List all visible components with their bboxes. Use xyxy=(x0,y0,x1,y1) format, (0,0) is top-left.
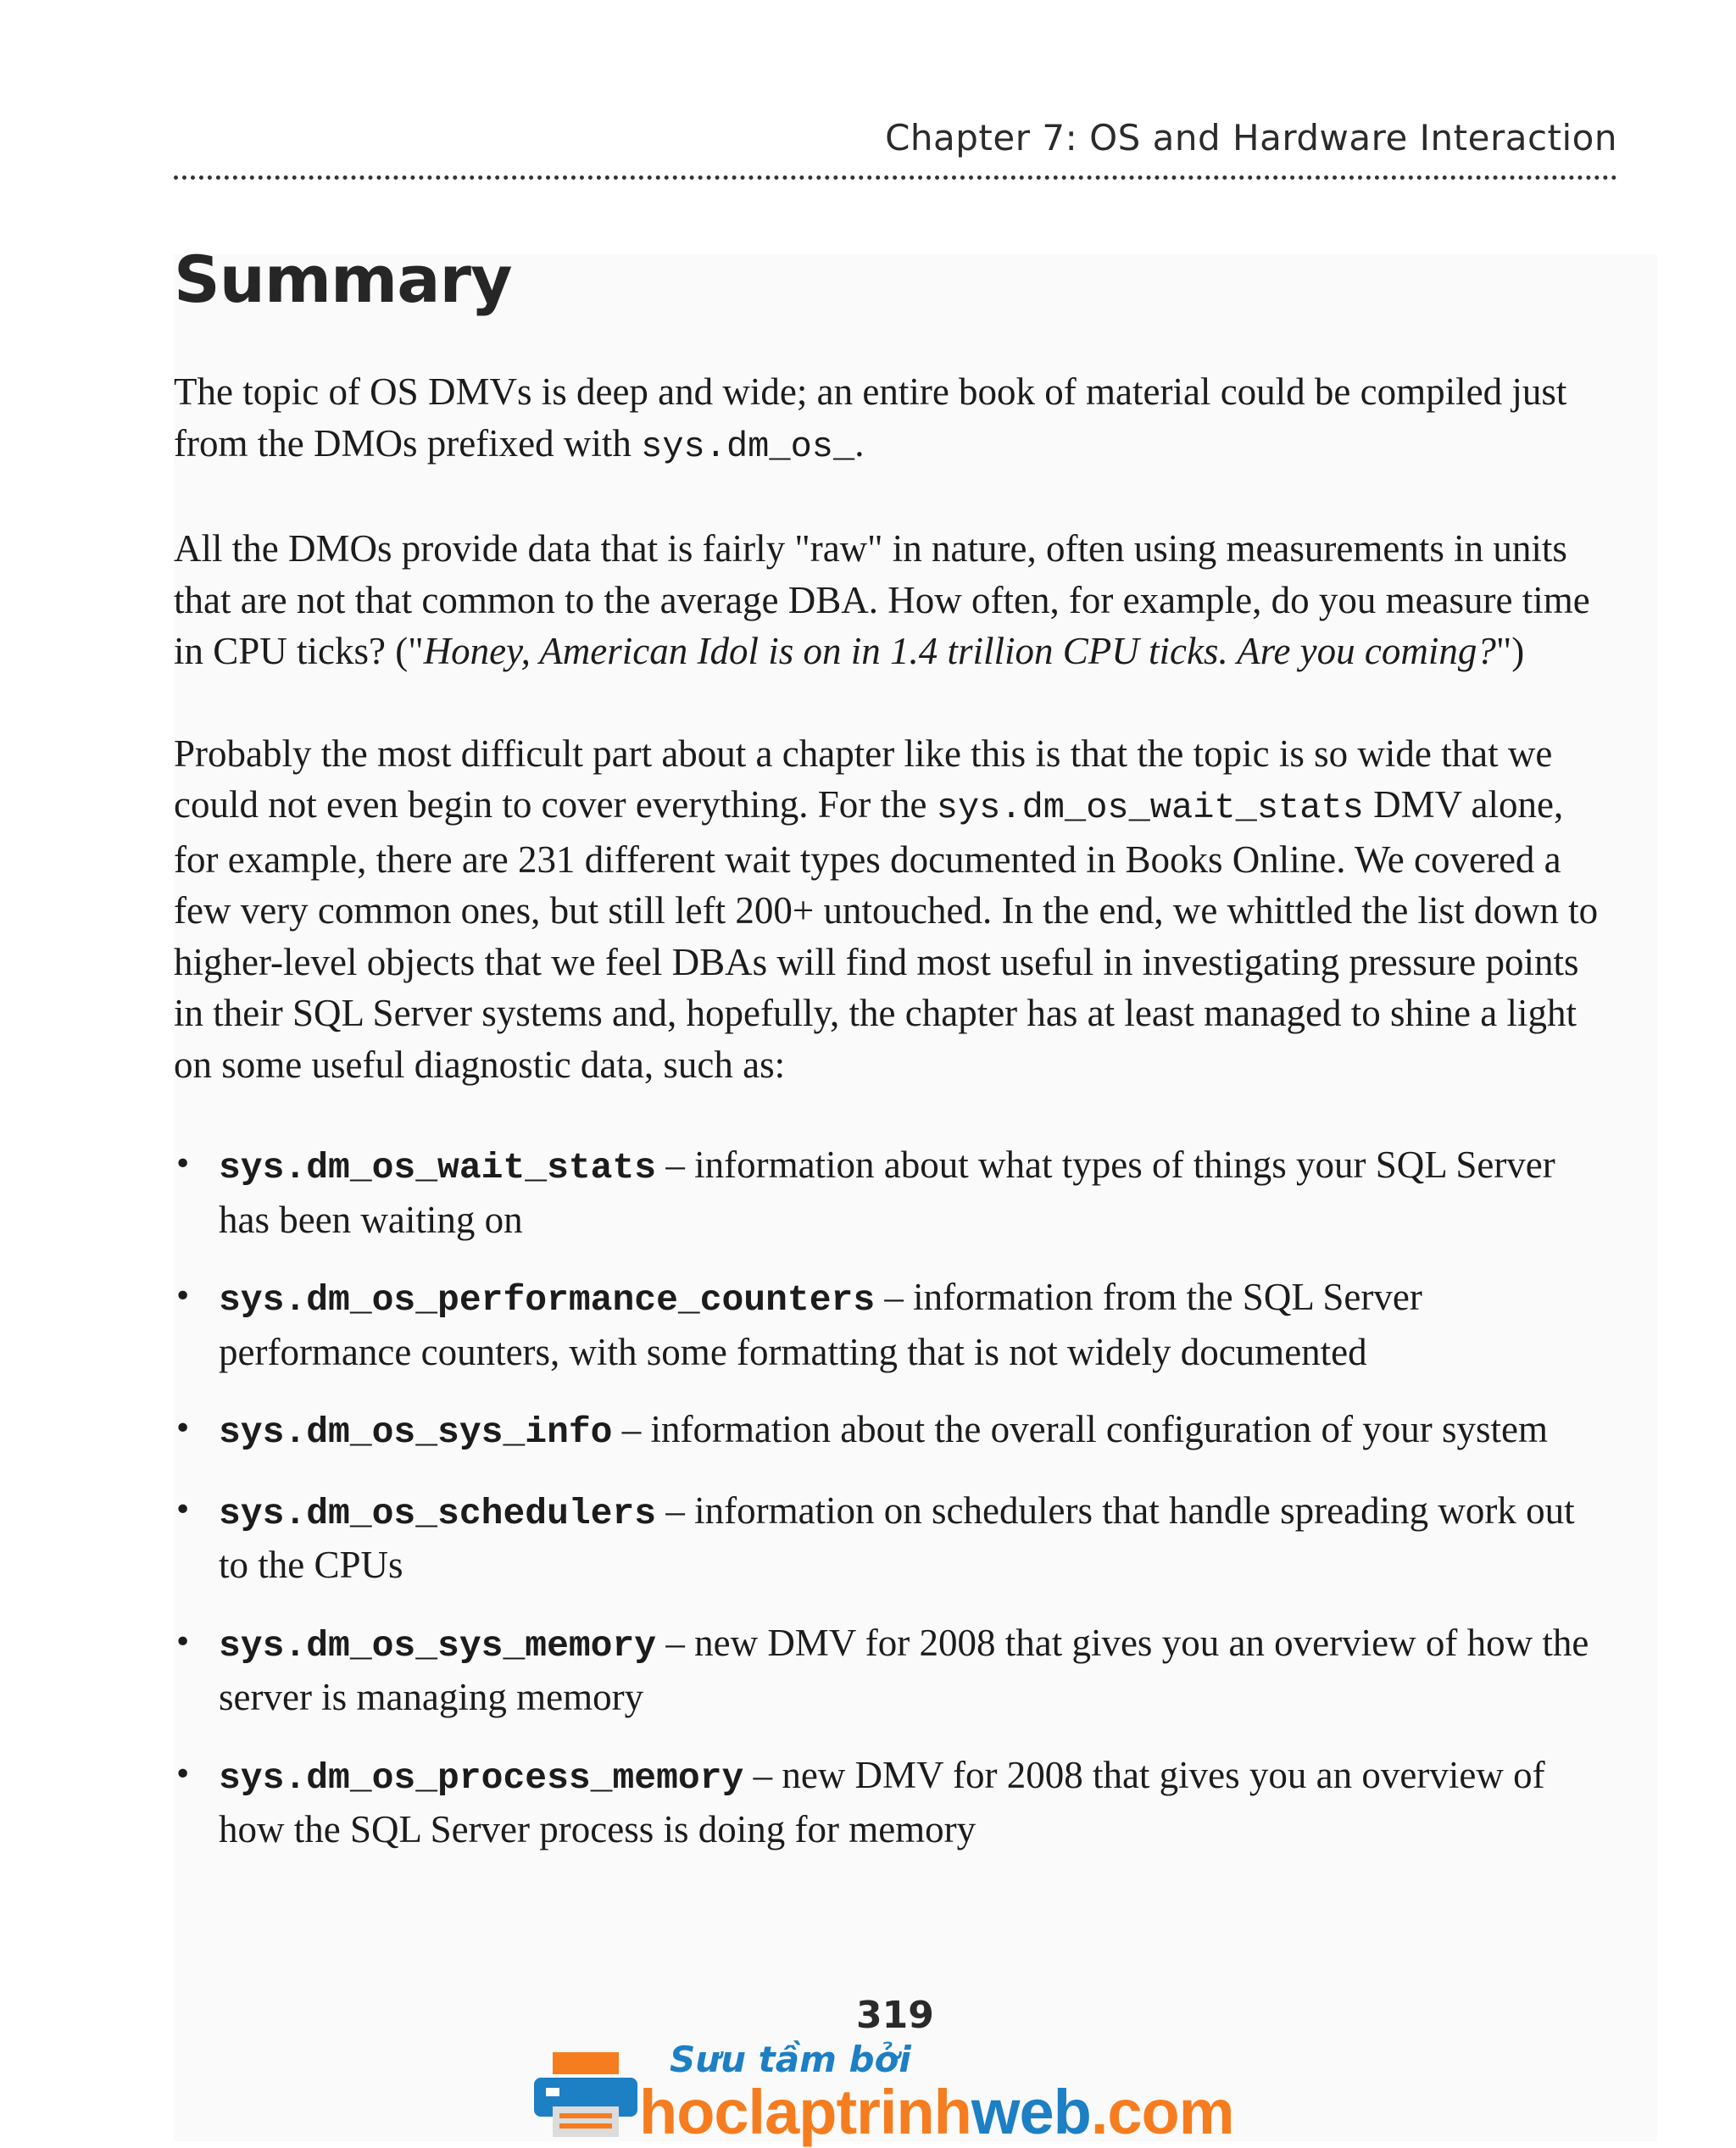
list-item xyxy=(174,1485,1606,1591)
paragraph-1 xyxy=(174,366,1606,472)
watermark-site-part: .com xyxy=(1090,2077,1234,2147)
dmv-name: sys.dm_os_sys_memory xyxy=(219,1624,657,1667)
section-title: Summary xyxy=(174,242,512,317)
bullet-icon: • xyxy=(174,1624,192,1660)
paragraph-2 xyxy=(174,523,1606,677)
dmv-name: sys.dm_os_wait_stats xyxy=(219,1147,657,1188)
bullet-icon: • xyxy=(174,1492,192,1528)
dmv-description: – information about what types of things your SQL Server has been waiting on xyxy=(219,1144,1555,1241)
bullet-icon: • xyxy=(174,1756,192,1792)
dmv-description: – information from the SQL Server performance counters, with some formatting that is not widely documented xyxy=(219,1276,1422,1373)
paragraph-2-end: ") xyxy=(1495,630,1525,672)
watermark-site-part: hoclaptrinh xyxy=(639,2077,971,2147)
paragraph-1-end: . xyxy=(854,421,865,465)
list-item xyxy=(174,1617,1606,1723)
bullet-icon: • xyxy=(174,1279,192,1314)
dmv-description: – information about the overall configuration of your system xyxy=(612,1408,1548,1450)
dmv-name: sys.dm_os_process_memory xyxy=(219,1756,744,1799)
paragraph-2-quote: Honey, American Idol is on in 1.4 trillion CPU ticks. Are you coming? xyxy=(423,630,1496,672)
running-header: Chapter 7: OS and Hardware Interaction xyxy=(885,117,1617,159)
watermark xyxy=(527,2039,1234,2147)
inline-code: sys.dm_os_ xyxy=(641,426,855,467)
dmv-description: – information on schedulers that handle spreading work out to the CPUs xyxy=(219,1489,1575,1586)
paragraph-3 xyxy=(174,728,1606,1091)
paragraph-1-text: The topic of OS DMVs is deep and wide; an entire book of material could be compiled just from the DMOs prefixed with xyxy=(174,370,1567,465)
watermark-site xyxy=(639,2076,1234,2148)
page-content xyxy=(174,242,1606,1882)
inline-code: sys.dm_os_wait_stats xyxy=(936,787,1364,828)
paragraph-2-text: All the DMOs provide data that is fairly "raw" in nature, often using measurements in units that are not that common to the average DBA. How often, for example, do you measure time in CPU ticks? (" xyxy=(174,527,1590,672)
header-divider xyxy=(174,175,1617,180)
watermark-tagline: Sưu tầm bởi xyxy=(670,2039,911,2080)
dmv-description: – new DMV for 2008 that gives you an overview of how the SQL Server process is doing for memory xyxy=(219,1753,1545,1850)
dmv-list xyxy=(174,1139,1606,1856)
dmv-name: sys.dm_os_sys_info xyxy=(219,1411,613,1453)
paragraph-3-text: Probably the most difficult part about a chapter like this is that the topic is so wide that we could not even begin to cover everything. For the xyxy=(174,732,1553,826)
list-item xyxy=(174,1750,1606,1856)
bullet-icon: • xyxy=(174,1411,192,1446)
paragraph-3-end: DMV alone, for example, there are 231 different wait types documented in Books Online. We covered a few very common ones, but still left 200+ untouched. In the end, we whittled the list down to higher-level objects that we feel DBAs will find most useful in investigating pressure points in their SQL Server systems and, hopefully, the chapter has at least managed to shine a light on some useful diagnostic data, such as: xyxy=(174,783,1599,1086)
dmv-name: sys.dm_os_performance_counters xyxy=(219,1279,876,1321)
list-item xyxy=(174,1272,1606,1377)
printer-logo-icon xyxy=(534,2052,637,2137)
watermark-site-part: web xyxy=(971,2077,1091,2147)
dmv-name: sys.dm_os_schedulers xyxy=(219,1492,657,1534)
list-item xyxy=(174,1404,1606,1459)
list-item xyxy=(174,1139,1606,1245)
page-number: 319 xyxy=(856,1994,934,2037)
bullet-icon: • xyxy=(174,1147,192,1182)
dmv-description: – new DMV for 2008 that gives you an overview of how the server is managing memory xyxy=(219,1621,1589,1718)
